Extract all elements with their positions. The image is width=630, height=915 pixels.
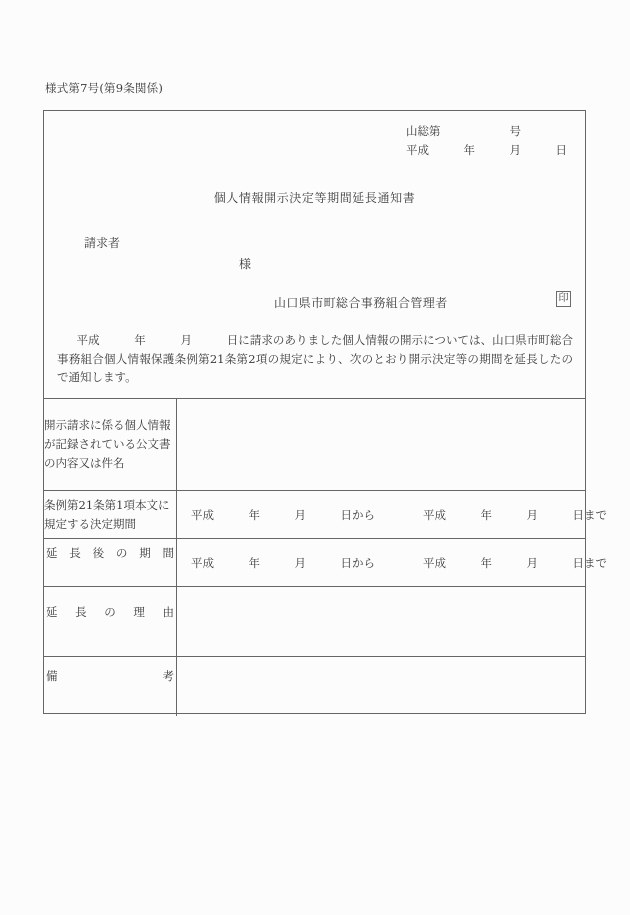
table-row-extension-reason xyxy=(44,587,585,657)
document-number-block xyxy=(406,122,567,160)
row-value-cell[interactable] xyxy=(177,539,607,587)
date-to-text: 平成 年 月 日まで xyxy=(423,555,607,570)
row-value-cell[interactable] xyxy=(177,399,586,491)
date-to-text: 平成 年 月 日まで xyxy=(423,507,607,522)
row-value-cell[interactable] xyxy=(177,657,586,716)
form-table xyxy=(44,398,607,716)
table-row-original-period xyxy=(44,491,585,539)
row-label-cell xyxy=(44,539,177,587)
row-label-text: 延長後の期間 xyxy=(46,545,174,560)
date-range xyxy=(177,556,607,570)
seal-stamp-box: 印 xyxy=(556,291,571,307)
row-label-cell xyxy=(44,657,177,716)
row-label-cell xyxy=(44,491,177,539)
body-paragraph: 平成 年 月 日に請求のありました個人情報の開示については、山口県市町総合事務組合個人情報保護条例第21条第2項の規定により、次のとおり開示決定等の期間を延長したので通知します。 xyxy=(57,333,573,384)
row-label-text: 条例第21条第1項本文に規定する決定期間 xyxy=(44,497,170,531)
date-from-text: 平成 年 月 日から xyxy=(191,507,375,522)
date-range xyxy=(177,508,607,522)
row-label-cell xyxy=(44,399,177,491)
requester-honorific: 様 xyxy=(239,257,252,271)
document-number-line: 山総第 号 xyxy=(406,124,521,138)
document-header-area xyxy=(44,111,585,398)
table-row-extended-period xyxy=(44,539,585,587)
document-title: 個人情報開示決定等期間延長通知書 xyxy=(213,191,416,205)
table-row-remarks xyxy=(44,657,585,716)
document-frame xyxy=(43,110,607,714)
row-value-cell[interactable] xyxy=(177,587,586,657)
date-from-text: 平成 年 月 日から xyxy=(191,555,375,570)
row-label-text: 備考 xyxy=(46,669,174,684)
form-number-caption: 様式第7号(第9条関係) xyxy=(45,81,164,95)
requester-label: 請求者 xyxy=(84,236,121,250)
row-value-cell[interactable] xyxy=(177,491,607,539)
row-label-text: 開示請求に係る個人情報が記録されている公文書の内容又は件名 xyxy=(44,418,171,470)
row-label-cell xyxy=(44,587,177,657)
table-row-disclosure-subject xyxy=(44,399,585,491)
issuer-name: 山口県市町総合事務組合管理者 xyxy=(274,296,448,310)
document-date-line: 平成 年 月 日 xyxy=(406,143,567,157)
row-label-text: 延長の理由 xyxy=(46,604,174,619)
